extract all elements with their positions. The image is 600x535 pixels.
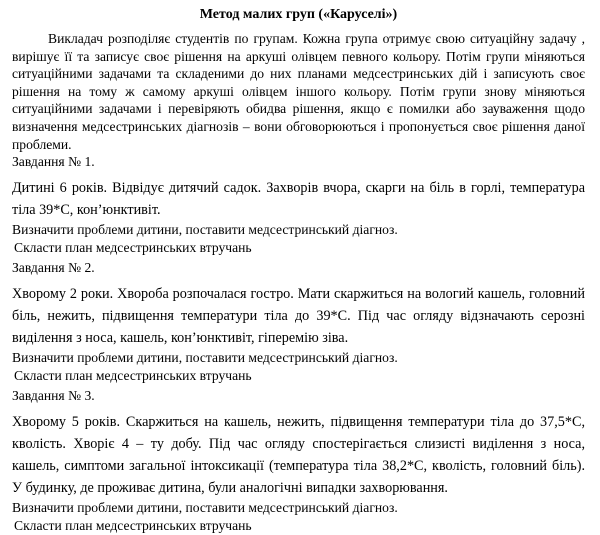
task-label: Завдання № 1. bbox=[12, 154, 95, 170]
task-block-2 bbox=[12, 259, 585, 385]
task-plan-instruction: Скласти план медсестринських втручань bbox=[14, 518, 252, 534]
task-case-text: Дитині 6 років. Відвідує дитячий садок. Захворів вчора, скарги на біль в горлі, температура тіла 39*С, кон’юнктивіт. bbox=[12, 180, 585, 219]
task-define-instruction: Визначити проблеми дитини, поставити медсестринський діагноз. bbox=[12, 350, 398, 366]
task-label: Завдання № 3. bbox=[12, 388, 95, 404]
task-plan-instruction: Скласти план медсестринських втручань bbox=[14, 368, 252, 384]
task-define-instruction: Визначити проблеми дитини, поставити медсестринський діагноз. bbox=[12, 500, 398, 516]
task-define-instruction: Визначити проблеми дитини, поставити медсестринський діагноз. bbox=[12, 222, 398, 238]
task-block-3 bbox=[12, 387, 585, 535]
document-title: Метод малих груп («Каруселі») bbox=[199, 7, 398, 22]
intro-paragraph: Викладач розподіляє студентів по групам. Кожна група отримує свою ситуаційну задачу , вирішує її та записує своє рішення на аркуші олівцем певного кольору. Потім групи міняються ситуаційними задачами та складеними до них планами медсестринських дій і записують своє рішення на тому ж самому аркуші олівцем іншого кольору. Потім групи знову міняються ситуаційними задачами і перевіряють обидва рішення, якщо є помилки або зауваження щодо визначення медсестринських діагнозів – вони обговорюються і пропонується своє рішення даної проблеми. bbox=[12, 31, 585, 152]
task-case-text: Хворому 5 років. Скаржиться на кашель, нежить, підвищення температури тіла до 37,5*С, кволість. Хворіє 4 – ту добу. Під час огляду спостерігається слизисті виділення з носа, кашель, симптоми загальної інтоксикації (температура тіла 38,2*С, кволість, головний біль). У будинку, де проживає дитина, були аналогічні випадки захворювання. bbox=[12, 414, 585, 497]
task-plan-instruction: Скласти план медсестринських втручань bbox=[14, 240, 252, 256]
task-case-text: Хворому 2 роки. Хвороба розпочалася гостро. Мати скаржиться на вологий кашель, головний біль, нежить, підвищення температури тіла до 39*С. Під час огляду відзначають серозні виділення з носа, кашель, кон’юнктивіт, гіперемію зіва. bbox=[12, 286, 585, 347]
task-label: Завдання № 2. bbox=[12, 260, 95, 276]
task-block-1 bbox=[12, 153, 585, 257]
